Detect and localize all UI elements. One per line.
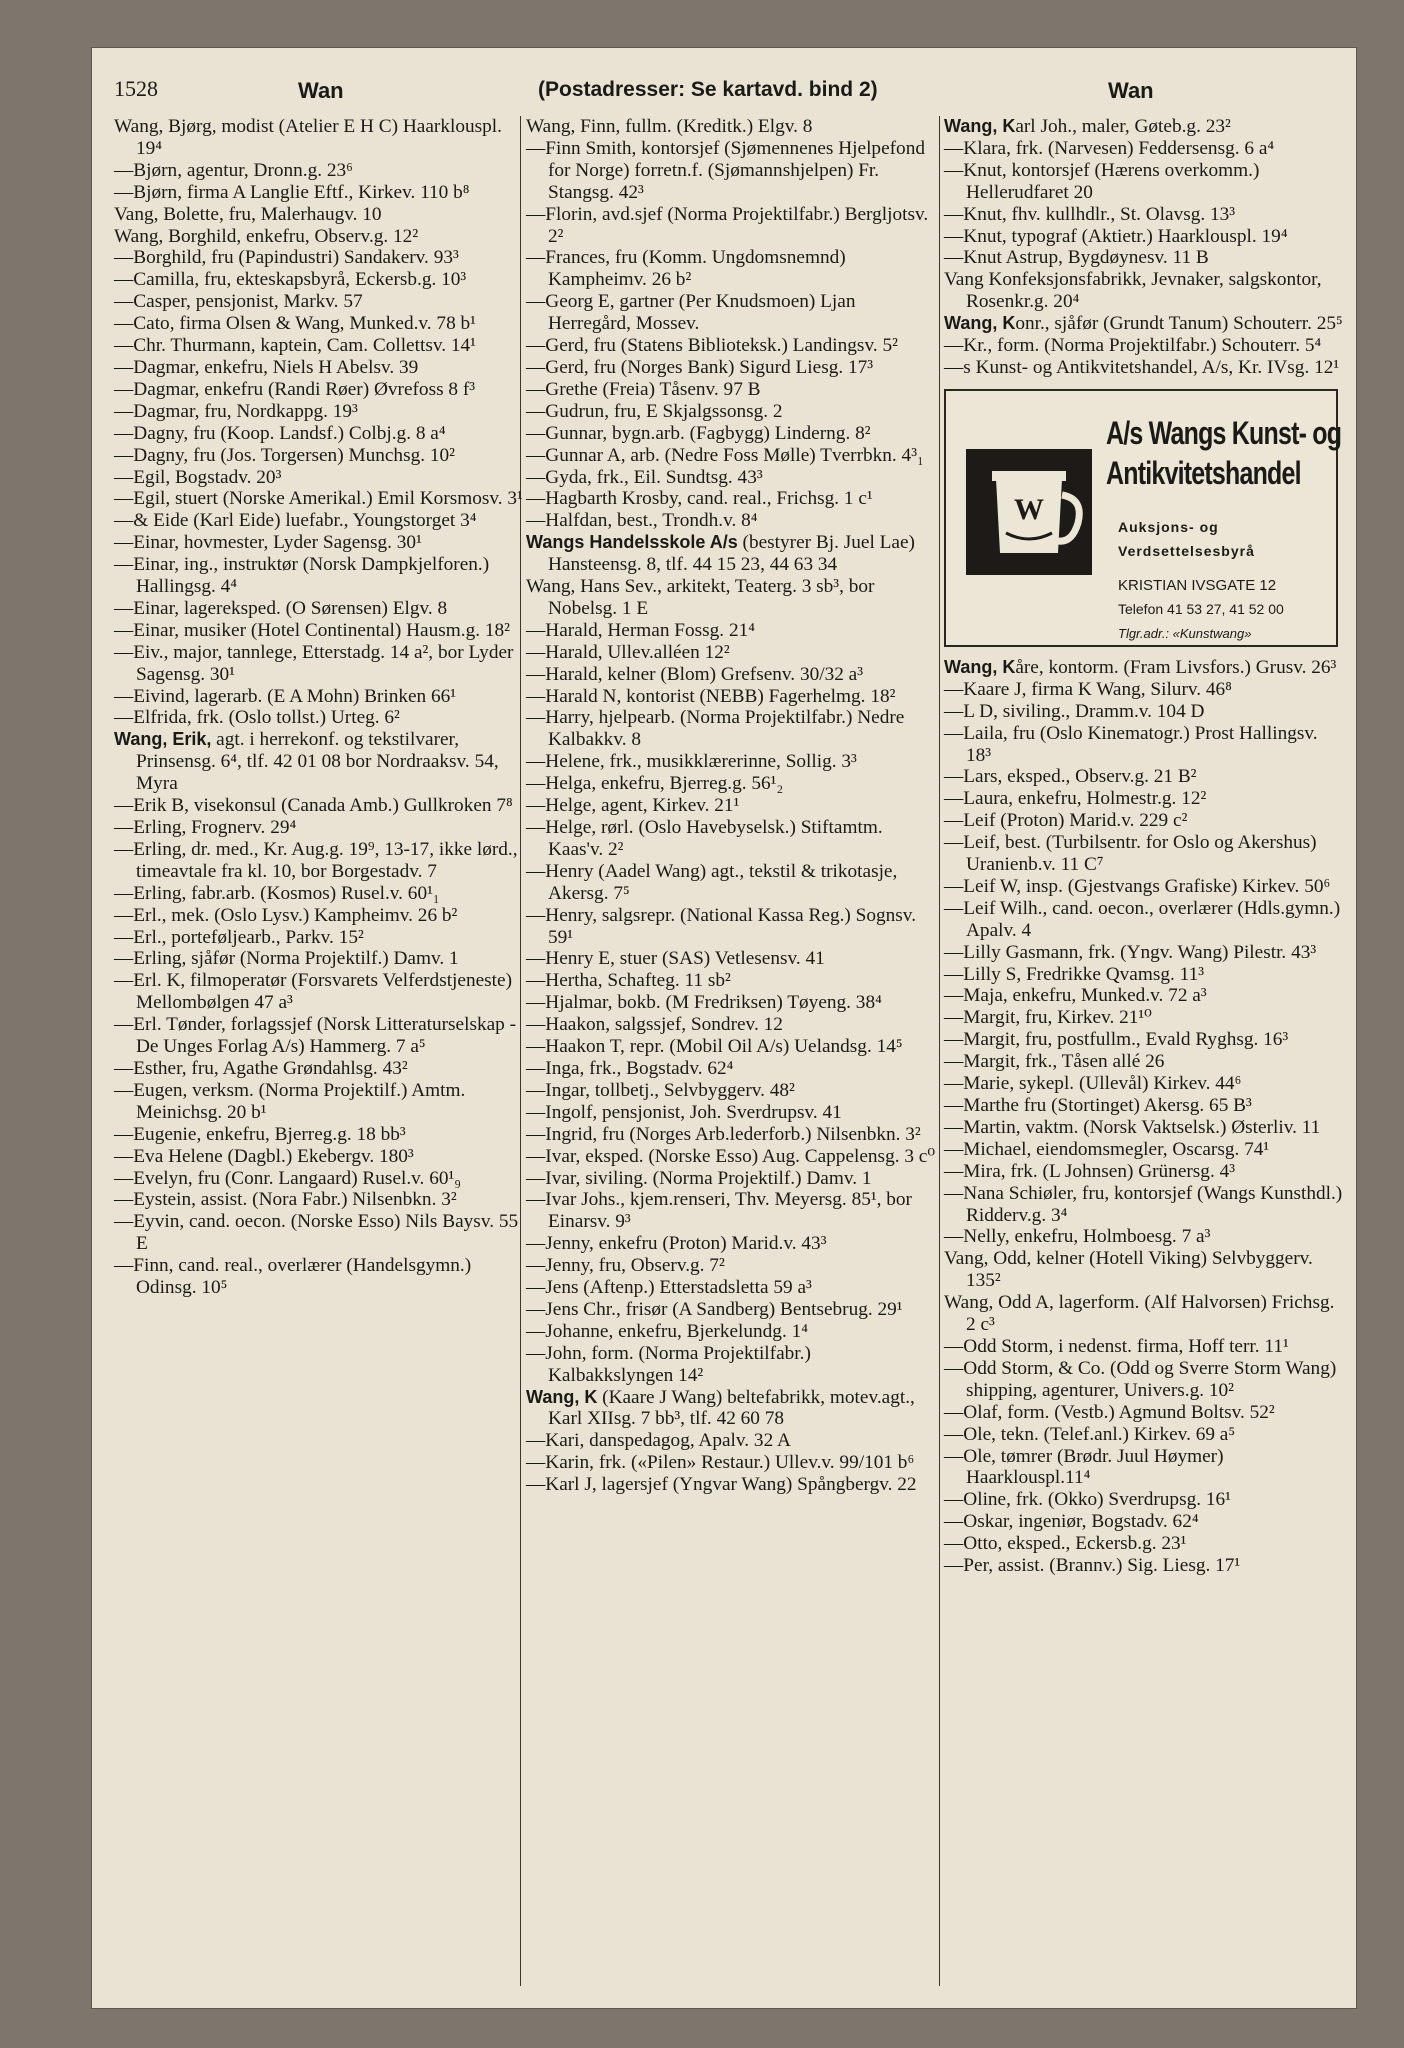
directory-entry: —Egil, Bogstadv. 20³ — [114, 466, 282, 488]
directory-entry: —Otto, eksped., Eckersb.g. 23¹ — [944, 1533, 1187, 1555]
column-2 — [526, 116, 938, 1496]
directory-entry: —Finn, cand. real., overlærer (Handelsgymn.) Odinsg. 10⁵ — [114, 1255, 472, 1299]
directory-entry: —Cato, firma Olsen & Wang, Munked.v. 78 b¹ — [114, 313, 476, 335]
directory-entry: Wang, Hans Sev., arkitekt, Teaterg. 3 sb³, bor Nobelsg. 1 E — [526, 576, 875, 619]
directory-entry: —Knut, kontorsjef (Hærens overkomm.) Hellerudfaret 20 — [944, 159, 1260, 203]
directory-entry: —Gunnar, bygn.arb. (Fagbygg) Linderng. 8² — [526, 422, 871, 444]
column-divider-2 — [939, 116, 940, 1986]
header-right-word: Wan — [1108, 78, 1154, 103]
directory-entry: —Hertha, Schafteg. 11 sb² — [526, 970, 731, 992]
page-number: 1528 — [114, 76, 158, 101]
directory-entry: —Eva Helene (Dagbl.) Ekebergv. 180³ — [114, 1145, 414, 1167]
ad-telegram: Tlgr.adr.: «Kunstwang» — [1118, 625, 1252, 641]
directory-entry: —Inga, frk., Bogstadv. 62⁴ — [526, 1057, 734, 1079]
directory-entry: Wang, K (Kaare J Wang) beltefabrikk, motev.agt., Karl XIIsg. 7 bb³, tlf. 42 60 78 — [526, 1386, 915, 1430]
directory-entry: —Dagmar, enkefru, Niels H Abelsv. 39 — [114, 356, 419, 378]
directory-entry: —Dagmar, enkefru (Randi Røer) Øvrefoss 8 f³ — [114, 378, 476, 400]
directory-entry: —Laura, enkefru, Holmestr.g. 12² — [944, 788, 1207, 810]
directory-entry: —Erl. Tønder, forlagssjef (Norsk Litteraturselskap - De Unges Forlag A/s) Hammerg. 7 a⁵ — [114, 1014, 517, 1058]
directory-entry: —L D, siviling., Dramm.v. 104 D — [944, 700, 1205, 722]
directory-entry: —Marthe fru (Stortinget) Akersg. 65 B³ — [944, 1095, 1252, 1116]
column-1 — [114, 116, 524, 1299]
directory-entry: —Leif (Proton) Marid.v. 229 c² — [944, 810, 1188, 832]
directory-entry: —Dagmar, fru, Nordkappg. 19³ — [114, 400, 358, 422]
directory-entry: —Jens (Aftenp.) Etterstadsletta 59 a³ — [526, 1277, 812, 1299]
column-3 — [944, 116, 1344, 1577]
tankard-logo-icon — [966, 449, 1092, 575]
directory-entry: —Helene, frk., musikklærerinne, Sollig. 3³ — [526, 751, 857, 773]
column-3-bottom — [944, 657, 1344, 1577]
directory-entry: —Erling, sjåfør (Norma Projektilf.) Damv. 1 — [114, 948, 459, 970]
directory-entry: Wang, Bjørg, modist (Atelier E H C) Haarklouspl. 19⁴ — [114, 116, 502, 159]
directory-entry: —Eiv., major, tannlege, Etterstadg. 14 a², bor Lyder Sagensg. 30¹ — [114, 641, 514, 685]
directory-entry: —Camilla, fru, ekteskapsbyrå, Eckersb.g. 10³ — [114, 269, 467, 291]
directory-entry: Wang, Erik, agt. i herrekonf. og tekstilvarer, Prinsensg. 6⁴, tlf. 42 01 08 bor Nordraaksv. 54, Myra — [114, 729, 499, 795]
directory-entry: —Gerd, fru (Statens Biblioteksk.) Landingsv. 5² — [526, 335, 898, 357]
directory-entry: —Dagny, fru (Jos. Torgersen) Munchsg. 10² — [114, 444, 455, 466]
directory-entry: Wang, Konr., sjåfør (Grundt Tanum) Schouterr. 25⁵ — [944, 313, 1343, 335]
directory-entry: —Eugen, verksm. (Norma Projektilf.) Amtm. Meinichsg. 20 b¹ — [114, 1079, 466, 1123]
directory-entry: —Dagny, fru (Koop. Landsf.) Colbj.g. 8 a⁴ — [114, 422, 446, 444]
directory-entry: —Ole, tømrer (Brødr. Juul Høymer) Haarklouspl.11⁴ — [944, 1445, 1224, 1489]
directory-entry: —Mira, frk. (L Johnsen) Grünersg. 4³ — [944, 1160, 1236, 1182]
directory-entry: —Chr. Thurmann, kaptein, Cam. Collettsv. 14¹ — [114, 335, 476, 357]
directory-entry: —Michael, eiendomsmegler, Oscarsg. 74¹ — [944, 1138, 1270, 1160]
directory-entry: Wang, Borghild, enkefru, Observ.g. 12² — [114, 225, 419, 247]
directory-entry: —Odd Storm, i nedenst. firma, Hoff terr. 11¹ — [944, 1335, 1289, 1357]
directory-entry: —Knut Astrup, Bygdøynesv. 11 B — [944, 247, 1209, 269]
directory-entry: —Gunnar A, arb. (Nedre Foss Mølle) Tverrbkn. 4³₁ — [526, 444, 924, 466]
page-header — [114, 74, 1334, 110]
directory-entry: —Henry, salgsrepr. (National Kassa Reg.) Sognsv. 59¹ — [526, 904, 917, 948]
directory-entry: —Einar, hovmester, Lyder Sagensg. 30¹ — [114, 532, 422, 554]
directory-entry: —Halfdan, best., Trondh.v. 8⁴ — [526, 510, 758, 532]
directory-entry: —Florin, avd.sjef (Norma Projektilfabr.) Bergljotsv. 2² — [526, 203, 929, 247]
directory-entry: —Gudrun, fru, E Skjalgssonsg. 2 — [526, 400, 783, 422]
header-title: (Postadresser: Se kartavd. bind 2) — [538, 78, 878, 101]
directory-entry: —Elfrida, frk. (Oslo tollst.) Urteg. 6² — [114, 707, 400, 729]
directory-entry: —Olaf, form. (Vestb.) Agmund Boltsv. 52² — [944, 1401, 1275, 1423]
directory-entry: —Lilly Gasmann, frk. (Yngv. Wang) Pilestr. 43³ — [944, 941, 1317, 963]
column-3-top — [944, 116, 1344, 379]
directory-entry: —Hjalmar, bokb. (M Fredriksen) Tøyeng. 38⁴ — [526, 992, 882, 1014]
directory-entry: —Leif Wilh., cand. oecon., overlærer (Hdls.gymn.) Apalv. 4 — [944, 897, 1341, 941]
directory-entry: Vang, Odd, kelner (Hotell Viking) Selvbyggerv. 135² — [944, 1248, 1313, 1292]
directory-entry: —s Kunst- og Antikvitetshandel, A/s, Kr. IVsg. 12¹ — [944, 356, 1340, 378]
directory-entry: —Grethe (Freia) Tåsenv. 97 B — [526, 378, 761, 400]
directory-entry: —Harry, hjelpearb. (Norma Projektilfabr.) Nedre Kalbakkv. 8 — [526, 707, 905, 751]
directory-entry: —Henry (Aadel Wang) agt., tekstil & trikotasje, Akersg. 7⁵ — [526, 860, 898, 904]
directory-entry: —Egil, stuert (Norske Amerikal.) Emil Korsmosv. 3¹ — [114, 488, 523, 510]
directory-entry: —Margit, fru, postfullm., Evald Ryghsg. 16³ — [944, 1029, 1289, 1051]
directory-entry: —Eystein, assist. (Nora Fabr.) Nilsenbkn. 3² — [114, 1189, 457, 1211]
directory-entry: —John, form. (Norma Projektilfabr.) Kalbakkslyngen 14² — [526, 1342, 811, 1386]
directory-entry: —Evelyn, fru (Conr. Langaard) Rusel.v. 60¹₉ — [114, 1167, 461, 1189]
directory-entry: Wang, Odd A, lagerform. (Alf Halvorsen) Frichsg. 2 c³ — [944, 1292, 1335, 1336]
directory-entry: —Finn Smith, kontorsjef (Sjømennenes Hjelpefond for Norge) forretn.f. (Sjømannshjelpen) Fr. Stangsg. 42³ — [526, 137, 925, 203]
directory-entry: —Erl. K, filmoperatør (Forsvarets Velferdstjeneste) Mellombølgen 47 a³ — [114, 970, 513, 1014]
directory-entry: —Erl., mek. (Oslo Lysv.) Kampheimv. 26 b² — [114, 904, 458, 926]
directory-entry: —Helge, rørl. (Oslo Havebyselsk.) Stiftamtm. Kaas'v. 2² — [526, 817, 883, 860]
directory-entry: —Gyda, frk., Eil. Sundtsg. 43³ — [526, 466, 763, 488]
directory-entry: —Maja, enkefru, Munked.v. 72 a³ — [944, 985, 1207, 1007]
directory-entry: —Eivind, lagerarb. (E A Mohn) Brinken 66¹ — [114, 685, 457, 707]
directory-entry: —Erling, fabr.arb. (Kosmos) Rusel.v. 60¹₁ — [114, 882, 440, 904]
directory-entry: —Ingrid, fru (Norges Arb.lederforb.) Nilsenbkn. 3² — [526, 1123, 921, 1145]
directory-entry: —Leif W, insp. (Gjestvangs Grafiske) Kirkev. 50⁶ — [944, 875, 1331, 897]
directory-entry: —Oskar, ingeniør, Bogstadv. 62⁴ — [944, 1511, 1199, 1533]
directory-entry: —Gerd, fru (Norges Bank) Sigurd Liesg. 17³ — [526, 356, 874, 378]
directory-entry: —Erling, dr. med., Kr. Aug.g. 19⁹, 13-17, ikke lørd., timeavtale fra kl. 10, bor Borgestadv. 7 — [114, 838, 518, 882]
directory-entry: —Lars, eksped., Observ.g. 21 B² — [944, 766, 1197, 788]
header-left-word: Wan — [298, 78, 344, 103]
directory-page — [92, 48, 1356, 2008]
ad-address: KRISTIAN IVSGATE 12 — [1118, 576, 1277, 594]
directory-entry: —Einar, musiker (Hotel Continental) Hausm.g. 18² — [114, 619, 510, 641]
directory-entry: —Lilly S, Fredrikke Qvamsg. 11³ — [944, 963, 1204, 985]
advertisement-box — [944, 389, 1342, 647]
directory-entry: —Eyvin, cand. oecon. (Norske Esso) Nils Baysv. 55 E — [114, 1211, 519, 1255]
directory-entry: —Margit, fru, Kirkev. 21¹⁰ — [944, 1007, 1152, 1029]
directory-entry: —Martin, vaktm. (Norsk Vaktselsk.) Østerliv. 11 — [944, 1116, 1321, 1138]
directory-entry: —Margit, frk., Tåsen allé 26 — [944, 1051, 1165, 1073]
directory-entry: —Jens Chr., frisør (A Sandberg) Bentsebrug. 29¹ — [526, 1298, 903, 1320]
directory-entry: —Harald, Herman Fossg. 21⁴ — [526, 619, 755, 641]
ad-subtitle-2: Verdsettelsesbyrå — [1118, 542, 1255, 559]
directory-entry: —Nana Schiøler, fru, kontorsjef (Wangs Kunsthdl.) Ridderv.g. 3⁴ — [944, 1182, 1343, 1226]
directory-entry: —Jenny, enkefru (Proton) Marid.v. 43³ — [526, 1233, 827, 1255]
ad-phone: Telefon 41 53 27, 41 52 00 — [1118, 600, 1284, 617]
directory-entry: —Helga, enkefru, Bjerreg.g. 56¹₂ — [526, 773, 784, 795]
directory-entry: —Klara, frk. (Narvesen) Feddersensg. 6 a⁴ — [944, 137, 1275, 159]
directory-entry: —Erik B, visekonsul (Canada Amb.) Gullkroken 7⁸ — [114, 795, 513, 817]
directory-entry: —Kari, danspedagog, Apalv. 32 A — [526, 1430, 791, 1452]
ad-title-line-2: Antikvitetshandel — [1106, 454, 1301, 491]
directory-entry: —Ivar, siviling. (Norma Projektilf.) Damv. 1 — [526, 1167, 872, 1189]
directory-entry: —Esther, fru, Agathe Grøndahlsg. 43² — [114, 1057, 408, 1079]
directory-entry: —Einar, ing., instruktør (Norsk Dampkjelforen.) Hallingsg. 4⁴ — [114, 554, 490, 598]
directory-entry: —& Eide (Karl Eide) luefabr., Youngstorget 3⁴ — [114, 510, 477, 532]
directory-entry: —Erl., porteføljearb., Parkv. 15² — [114, 926, 364, 948]
directory-entry: —Haakon, salgssjef, Sondrev. 12 — [526, 1014, 783, 1036]
directory-entry: —Harald N, kontorist (NEBB) Fagerhelmg. 18² — [526, 685, 896, 707]
directory-entry: —Ingar, tollbetj., Selvbyggerv. 48² — [526, 1079, 795, 1101]
directory-entry: Wang, Karl Joh., maler, Gøteb.g. 23² — [944, 116, 1231, 137]
directory-entry: —Ivar Johs., kjem.renseri, Thv. Meyersg. 85¹, bor Einarsv. 9³ — [526, 1189, 912, 1233]
directory-entry: —Odd Storm, & Co. (Odd og Sverre Storm Wang) shipping, agenturer, Univers.g. 10² — [944, 1357, 1337, 1401]
directory-entry: —Marie, sykepl. (Ullevål) Kirkev. 44⁶ — [944, 1073, 1242, 1095]
directory-entry: —Kaare J, firma K Wang, Silurv. 46⁸ — [944, 678, 1232, 700]
directory-entry: —Kr., form. (Norma Projektilfabr.) Schouterr. 5⁴ — [944, 335, 1322, 357]
directory-entry: —Harald, Ullev.alléen 12² — [526, 641, 730, 663]
directory-entry: —Knut, typograf (Aktietr.) Haarklouspl. 19⁴ — [944, 225, 1288, 247]
directory-entry: —Georg E, gartner (Per Knudsmoen) Ljan Herregård, Mossev. — [526, 291, 856, 335]
directory-entry: —Laila, fru (Oslo Kinematogr.) Prost Hallingsv. 18³ — [944, 722, 1318, 766]
directory-entry: —Frances, fru (Komm. Ungdomsnemnd) Kampheimv. 26 b² — [526, 247, 846, 291]
directory-entry: —Einar, lagereksped. (O Sørensen) Elgv. 8 — [114, 597, 448, 619]
directory-entry: —Per, assist. (Brannv.) Sig. Liesg. 17¹ — [944, 1555, 1241, 1577]
directory-entry: —Bjørn, firma A Langlie Eftf., Kirkev. 110 b⁸ — [114, 181, 470, 203]
directory-entry: —Ingolf, pensjonist, Joh. Sverdrupsv. 41 — [526, 1101, 842, 1123]
ad-subtitle-1: Auksjons- og — [1118, 518, 1219, 535]
directory-entry: —Haakon T, repr. (Mobil Oil A/s) Uelandsg. 14⁵ — [526, 1036, 903, 1058]
directory-entry: Wangs Handelsskole A/s (bestyrer Bj. Juel Lae) Hansteensg. 8, tlf. 44 15 23, 44 63 34 — [526, 532, 915, 576]
ad-title-line-1: A/s Wangs Kunst- og — [1106, 414, 1342, 451]
directory-entry: —Karin, frk. («Pilen» Restaur.) Ullev.v. 99/101 b⁶ — [526, 1452, 915, 1474]
directory-entry: —Leif, best. (Turbilsentr. for Oslo og Akershus) Uranienb.v. 11 C⁷ — [944, 832, 1317, 876]
directory-entry: Wang, Finn, fullm. (Kreditk.) Elgv. 8 — [526, 116, 813, 137]
directory-entry: —Henry E, stuer (SAS) Vetlesensv. 41 — [526, 948, 825, 970]
directory-entry: —Borghild, fru (Papindustri) Sandakerv. 93³ — [114, 247, 459, 269]
directory-entry: Wang, Kåre, kontorm. (Fram Livsfors.) Grusv. 26³ — [944, 656, 1337, 678]
directory-entry: —Bjørn, agentur, Dronn.g. 23⁶ — [114, 159, 353, 181]
directory-entry: —Oline, frk. (Okko) Sverdrupsg. 16¹ — [944, 1489, 1231, 1511]
directory-entry: —Eugenie, enkefru, Bjerreg.g. 18 bb³ — [114, 1123, 406, 1145]
directory-entry: —Ivar, eksped. (Norske Esso) Aug. Cappelensg. 3 c⁰ — [526, 1145, 936, 1167]
directory-entry: —Hagbarth Krosby, cand. real., Frichsg. 1 c¹ — [526, 488, 873, 510]
directory-entry: —Casper, pensjonist, Markv. 57 — [114, 291, 363, 313]
directory-entry: —Nelly, enkefru, Holmboesg. 7 a³ — [944, 1226, 1211, 1248]
svg-text:W: W — [1014, 492, 1044, 526]
directory-entry: —Knut, fhv. kullhdlr., St. Olavsg. 13³ — [944, 203, 1236, 225]
directory-entry: —Ole, tekn. (Telef.anl.) Kirkev. 69 a⁵ — [944, 1423, 1236, 1445]
directory-entry: Vang Konfeksjonsfabrikk, Jevnaker, salgskontor, Rosenkr.g. 20⁴ — [944, 269, 1322, 313]
directory-entry: —Harald, kelner (Blom) Grefsenv. 30/32 a³ — [526, 663, 864, 685]
directory-entry: —Erling, Frognerv. 29⁴ — [114, 817, 297, 838]
directory-entry: Vang, Bolette, fru, Malerhaugv. 10 — [114, 203, 382, 225]
directory-entry: —Johanne, enkefru, Bjerkelundg. 1⁴ — [526, 1320, 808, 1342]
directory-entry: —Karl J, lagersjef (Yngvar Wang) Spångbergv. 22 — [526, 1474, 917, 1496]
directory-entry: —Helge, agent, Kirkev. 21¹ — [526, 795, 740, 817]
directory-entry: —Jenny, fru, Observ.g. 7² — [526, 1255, 725, 1277]
